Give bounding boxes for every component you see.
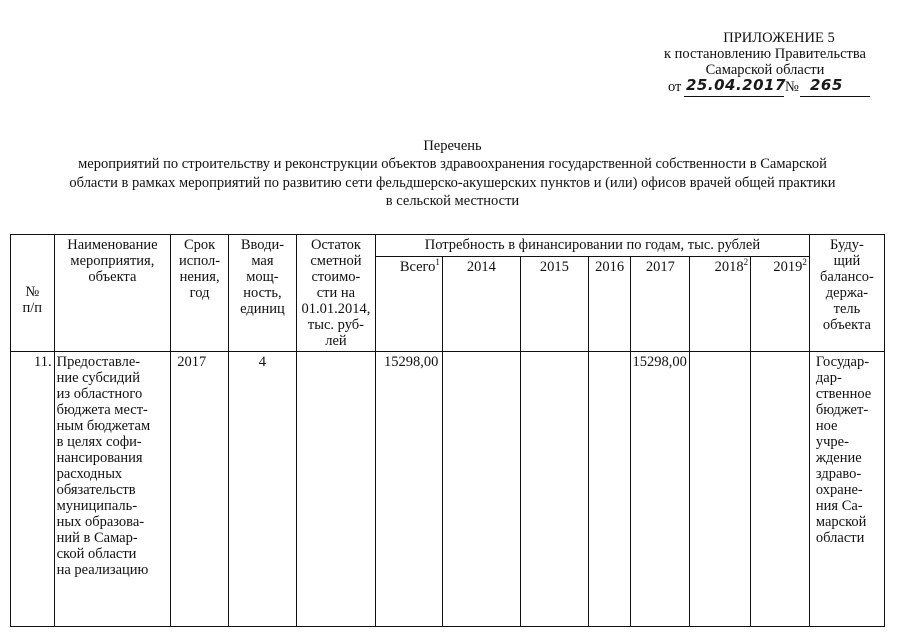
header-balance: Остаток сметной стоимо- сти на 01.01.2014, тыс. руб- лей bbox=[296, 235, 375, 352]
appendix-line-1: к постановлению Правительства bbox=[664, 46, 866, 62]
number-underline bbox=[800, 96, 870, 97]
cell-capacity: 4 bbox=[228, 352, 296, 627]
header-2015: 2015 bbox=[520, 257, 588, 352]
number-prefix: № bbox=[785, 79, 799, 95]
header-total-label: Всего bbox=[399, 259, 436, 275]
header-total bbox=[375, 257, 442, 352]
date-prefix: от bbox=[668, 79, 682, 95]
cell-balance bbox=[296, 352, 375, 627]
cell-2019 bbox=[751, 352, 810, 627]
header-2014: 2014 bbox=[442, 257, 520, 352]
cell-2018 bbox=[690, 352, 751, 627]
number-value: 265 bbox=[810, 76, 843, 94]
measures-table bbox=[10, 234, 885, 627]
date-underline bbox=[684, 96, 784, 97]
header-2018 bbox=[690, 257, 751, 352]
header-2018-footnote: 2 bbox=[743, 257, 749, 268]
cell-2014 bbox=[442, 352, 520, 627]
appendix-date-row bbox=[640, 76, 890, 97]
table-row bbox=[11, 352, 885, 627]
header-holder: Буду- щий балансо- держа- тель объекта bbox=[809, 235, 884, 352]
appendix-title: ПРИЛОЖЕНИЕ 5 bbox=[723, 30, 835, 46]
cell-name: Предоставле- ние субсидий из областного бюджета мест- ным бюджетам в целях софи- нансирования расходных обязательств муниципаль- ных образова- ний в Самар- ской области на реализацию bbox=[54, 352, 171, 627]
header-2019 bbox=[751, 257, 810, 352]
date-value: 25.04.2017 bbox=[686, 76, 786, 94]
header-2016: 2016 bbox=[588, 257, 631, 352]
header-total-footnote: 1 bbox=[435, 257, 440, 268]
document-subtitle-line-2: области в рамках мероприятий по развитию сети фельдшерско-акушерских пунктов и (или) офисов врачей общей практики bbox=[69, 175, 836, 191]
cell-holder: Государ- дар- ственное бюджет- ное учре- ждение здраво- охране- ния Са- марской области bbox=[809, 352, 884, 627]
cell-2017: 15298,00 bbox=[631, 352, 690, 627]
header-2017: 2017 bbox=[631, 257, 690, 352]
cell-2015 bbox=[520, 352, 588, 627]
document-subtitle-line-3: в сельской местности bbox=[385, 193, 520, 209]
document-subtitle-line-1: мероприятий по строительству и реконструкции объектов здравоохранения государственной собственности в Самарской bbox=[78, 156, 827, 172]
header-num: № п/п bbox=[11, 235, 55, 352]
cell-num: 11. bbox=[11, 352, 55, 627]
header-financing-group: Потребность в финансировании по годам, тыс. рублей bbox=[375, 235, 809, 257]
header-capacity: Вводи- мая мощ- ность, единиц bbox=[228, 235, 296, 352]
cell-term: 2017 bbox=[171, 352, 229, 627]
header-term: Срок испол- нения, год bbox=[171, 235, 229, 352]
cell-total: 15298,00 bbox=[375, 352, 442, 627]
header-row-1 bbox=[11, 235, 885, 257]
cell-2016 bbox=[588, 352, 631, 627]
header-2018-label: 2018 bbox=[714, 259, 744, 275]
appendix-line-2: Самарской области bbox=[705, 62, 825, 78]
appendix-block bbox=[640, 30, 890, 97]
header-name: Наименование мероприятия, объекта bbox=[54, 235, 171, 352]
document-title: Перечень bbox=[423, 138, 482, 154]
header-2019-footnote: 2 bbox=[802, 257, 807, 268]
header-2019-label: 2019 bbox=[773, 259, 803, 275]
